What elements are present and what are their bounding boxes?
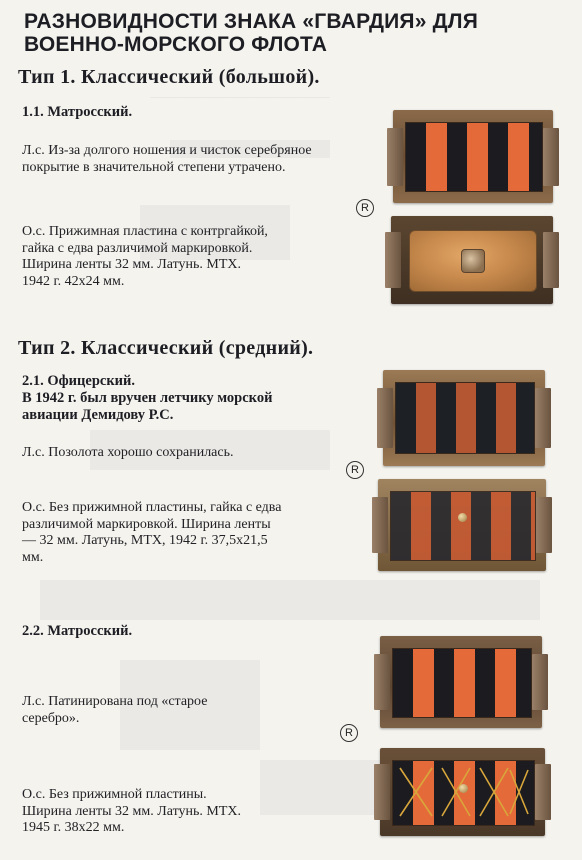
badge-1-1-reverse-photo [391,216,553,304]
screw-post [458,513,467,522]
badge-1-1-front-photo [393,110,553,203]
screw-post [459,784,468,793]
registered-mark: R [356,199,374,217]
type2-2-title: 2.2. Матросский. [22,623,133,639]
bleed-through-mark [40,580,540,620]
ribbon-stripes [405,122,543,192]
badge-2-1-reverse-photo [378,479,546,571]
type2-1-title: 2.1. Офицерский. [22,373,136,389]
type2-heading: Тип 2. Классический (средний). [18,337,314,359]
badge-2-1-front-photo [383,370,545,466]
type1-1-title: 1.1. Матросский. [22,104,133,120]
type1-1-front-text: Л.с. Из-за долгого ношения и чисток серебряное покрытие в значительной степени утрачено. [22,143,312,175]
ribbon-stripes [390,491,536,561]
type2-1-subtitle: В 1942 г. был вручен летчику морской [22,390,273,406]
registered-mark: R [340,724,358,742]
type1-heading: Тип 1. Классический (большой). [18,66,320,88]
badge-2-2-reverse-photo [380,748,545,836]
type2-1-subtitle: авиации Демидову Р.С. [22,407,174,423]
type1-1-back-text: О.с. Прижимная пластина с контргайкой, гайка с едва различимой маркировкой. Ширина ленты 32 мм. Латунь. МТХ. 1942 г. 42х24 мм. [22,224,268,289]
page-title: РАЗНОВИДНОСТИ ЗНАКА «ГВАРДИЯ» ДЛЯ ВОЕННО-МОРСКОГО ФЛОТА [24,10,479,56]
ribbon-stripes [395,382,535,454]
registered-mark: R [346,461,364,479]
type2-1-front-text: Л.с. Позолота хорошо сохранилась. [22,445,234,460]
badge-2-2-front-photo [380,636,542,728]
bleed-through-text: ――――――――――――――― [150,89,330,103]
type2-2-front-text: Л.с. Патинирована под «старое серебро». [22,694,208,726]
type2-1-back-text: О.с. Без прижимной пластины, гайка с едва различимой маркировкой. Ширина ленты — 32 мм. Латунь, МТХ, 1942 г. 37,5х21,5 мм. [22,500,282,565]
screw-nut [461,249,485,273]
ribbon-stripes [392,648,532,718]
type2-2-back-text: О.с. Без прижимной пластины. Ширина ленты 32 мм. Латунь. МТХ. 1945 г. 38х22 мм. [22,787,242,835]
